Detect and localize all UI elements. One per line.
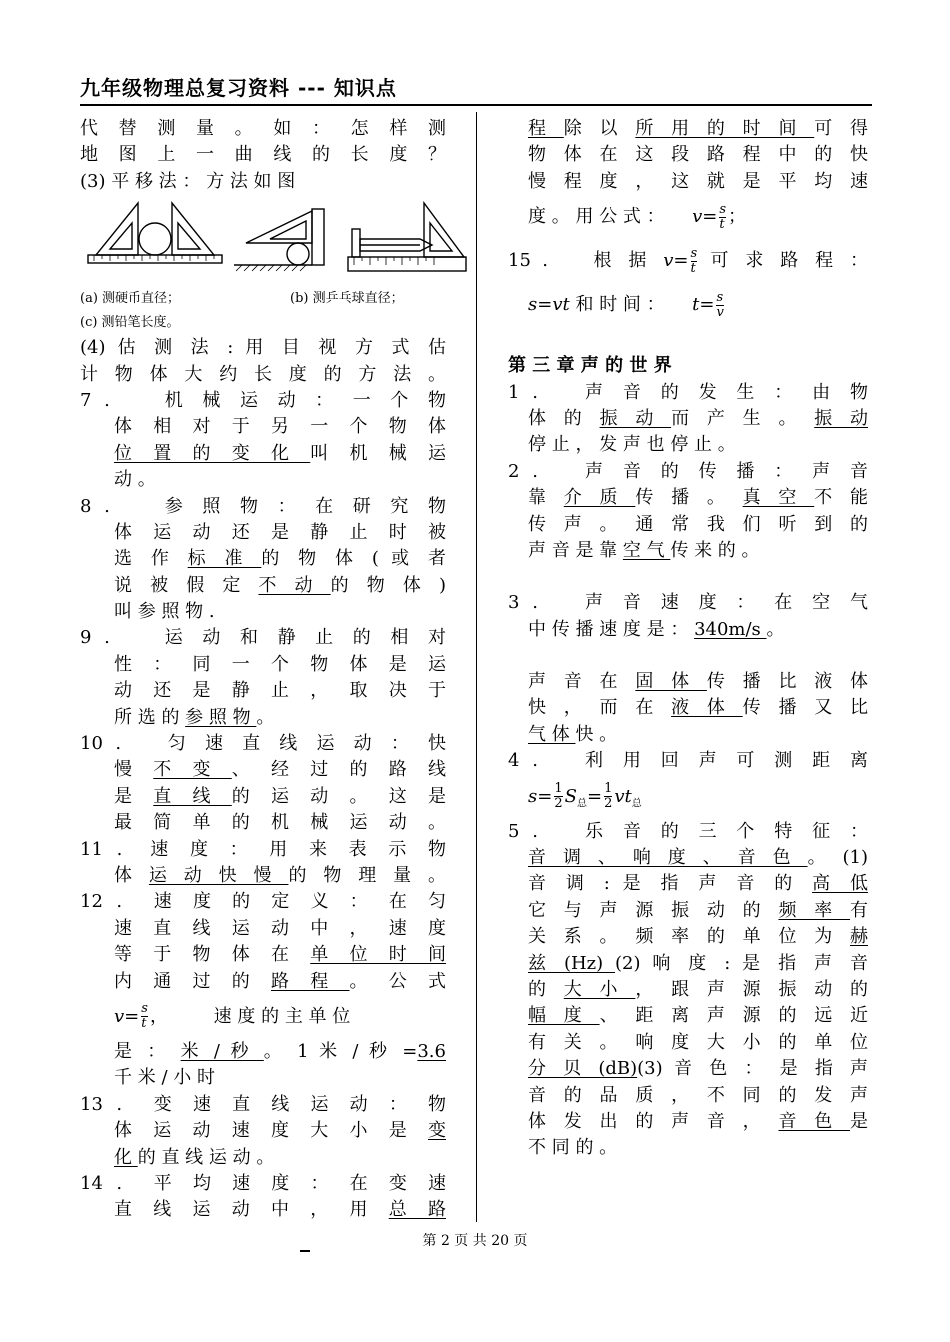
text-line: 选 作 标 准 的 物 体 ( 或 者 (114, 548, 446, 570)
text-line: 有 关 。 响 度 大 小 的 单 位 (528, 1031, 868, 1053)
text-line: 传 声 。 通 常 我 们 听 到 的 (528, 513, 868, 535)
text-line: 体 的 振 动 而 产 生 。 振 动 (528, 407, 869, 429)
measurement-figure (80, 199, 446, 285)
page-footer: 第 2 页 共 20 页 (422, 1233, 528, 1249)
text-line: 音 调 : 是 指 声 音 的 高 低 (528, 873, 868, 895)
sound-item-3-title: 3 . 声 音 速 度 ： 在 空 气 (508, 592, 868, 614)
fraction: $\frac{s}{v}$ (716, 289, 724, 320)
item-12-title: 12 . 速 度 的 定 义 ： 在 匀 (80, 891, 446, 913)
text-line: 叫 参 照 物 . (114, 601, 215, 623)
text-line: 地 图 上 一 曲 线 的 长 度 ？ (80, 144, 446, 166)
formula-line: 度 。 用 公 式 ： v= $\frac{s}{t}$ ； (528, 201, 747, 232)
text-line: 计 物 体 大 约 长 度 的 方 法 。 (80, 363, 446, 385)
text-line: 气 体 快 。 (528, 723, 618, 745)
text-line: 兹 (Hz) (2) 响 度 : 是 指 声 音 (528, 952, 868, 974)
chapter-heading: 第 三 章 声 的 世 界 (508, 355, 672, 377)
text-line: 快 ， 而 在 液 体 传 播 又 比 (528, 697, 868, 719)
text-line: 声 音 是 靠 空 气 传 来 的 。 (528, 539, 760, 561)
text-line: 慢 不 变 、 经 过 的 路 线 (114, 759, 446, 781)
fraction: $\frac{s}{t}$ (719, 201, 727, 232)
footer-dash (300, 1250, 310, 1252)
sound-item-5-title: 5 . 乐 音 的 三 个 特 征 ： (508, 820, 868, 842)
figure-caption-row (80, 287, 446, 311)
text-line: 关 系 。 频 率 的 单 位 为 赫 (528, 926, 868, 948)
item-13-title: 13 . 变 速 直 线 运 动 ： 物 (80, 1093, 446, 1115)
text-line: 音 的 品 质 ， 不 同 的 发 声 (528, 1084, 868, 1106)
formula-line: v= $\frac{s}{t}$ ， 速 度 的 主 单 位 (114, 1001, 351, 1032)
text-line: 性 ： 同 一 个 物 体 是 运 (114, 653, 446, 675)
item-14-title: 14 . 平 均 速 度 ： 在 变 速 (80, 1172, 446, 1194)
formula-line: s= $\frac{1}{2}$ $S_总=$ $\frac{1}{2}$ $vt_总$ (528, 781, 642, 812)
item-15-title: 15 . 根 据 v= $\frac{s}{t}$ 可 求 路 程 ： (508, 245, 868, 276)
text-line: 动 还 是 静 止 ， 取 决 于 (114, 680, 446, 702)
item-7-title: 7 . 机 械 运 动 ： 一 个 物 (80, 389, 446, 411)
text-line: 速 直 线 运 动 中 ， 速 度 (114, 917, 446, 939)
figure-caption-b: (b) 测乒乓球直径； (290, 291, 404, 307)
text-line: 慢 程 度 ， 这 就 是 平 均 速 (528, 170, 868, 192)
text-line: 所 选 的 参 照 物 。 (114, 706, 275, 728)
right-column (508, 116, 868, 1162)
text-line: 程 除 以 所 用 的 时 间 可 得 (528, 118, 868, 139)
text-line: 是 ： 米 / 秒 。 1 米 / 秒 =3.6 (114, 1040, 446, 1062)
text-line: 靠 介 质 传 播 。 真 空 不 能 (528, 487, 868, 509)
text-line: 体 发 出 的 声 音 ， 音 色 是 (528, 1110, 868, 1132)
formula-line: s=vt 和 时 间 ： t= $\frac{s}{v}$ (528, 289, 724, 320)
text-line: 位 置 的 变 化 叫 机 械 运 (114, 442, 446, 464)
text-line: 音 调 、 响 度 、 音 色 。 (1) (528, 847, 869, 869)
item-11-title: 11 . 速 度 ： 用 来 表 示 物 (80, 838, 446, 860)
text-line: 体 相 对 于 另 一 个 物 体 (114, 416, 446, 438)
sound-item-1-title: 1 . 声 音 的 发 生 ： 由 物 (508, 381, 868, 403)
text-line: 中 传 播 速 度 是 ： 340m/s 。 (528, 618, 785, 640)
item-9-title: 9 . 运 动 和 静 止 的 相 对 (80, 627, 446, 649)
sound-item-2-title: 2 . 声 音 的 传 播 ： 声 音 (508, 460, 868, 482)
text-line: 等 于 物 体 在 单 位 时 间 (114, 944, 446, 966)
text-line: 分 贝 (dB)(3) 音 色 ： 是 指 声 (528, 1058, 868, 1080)
text-line: 内 通 过 的 路 程 。 公 式 (114, 970, 446, 992)
text-line: 不 同 的 。 (528, 1137, 618, 1159)
fraction: $\frac{1}{2}$ (604, 781, 613, 812)
text-line: 体 运 动 速 度 大 小 是 变 (114, 1120, 446, 1142)
fraction: $\frac{s}{t}$ (141, 1001, 148, 1032)
item-10-title: 10 . 匀 速 直 线 运 动 ： 快 (80, 733, 446, 755)
left-column (80, 116, 446, 1224)
translation-method-diagram (80, 199, 470, 285)
text-line: 千 米 / 小 时 (114, 1067, 215, 1089)
text-line: 化 的 直 线 运 动 。 (114, 1146, 275, 1168)
text-line: 幅 度 、 距 离 声 源 的 远 近 (528, 1005, 868, 1027)
text-line: 动 。 (114, 469, 156, 491)
text-line: 它 与 声 源 振 动 的 频 率 有 (528, 899, 868, 921)
text-line: (3) 平 移 法 ： 方 法 如 图 (80, 170, 296, 192)
text-line: 直 线 运 动 中 ， 用 总 路 (114, 1199, 446, 1221)
text-line: (4) 估 测 法 : 用 目 视 方 式 估 (80, 337, 446, 359)
fraction: $\frac{s}{t}$ (690, 245, 698, 276)
text-line: 体 运 动 还 是 静 止 时 被 (114, 521, 446, 543)
sound-item-4-title: 4 . 利 用 回 声 可 测 距 离 (508, 750, 868, 772)
fraction: $\frac{1}{2}$ (554, 781, 563, 812)
text-line: 最 简 单 的 机 械 运 动 。 (114, 812, 446, 834)
text-line: 是 直 线 的 运 动 。 这 是 (114, 785, 446, 807)
page-header: 九年级物理总复习资料 --- 知识点 (80, 74, 872, 106)
figure-caption-a: (a) 测硬币直径； (80, 291, 181, 307)
text-line: 的 大 小 ， 跟 声 源 振 动 的 (528, 978, 868, 1000)
text-line: 说 被 假 定 不 动 的 物 体 ) (114, 574, 446, 596)
text-line: 声 音 在 固 体 传 播 比 液 体 (528, 671, 868, 693)
column-divider (476, 112, 477, 1222)
figure-caption-c: (c) 测铅笔长度。 (80, 315, 180, 331)
text-line: 停 止 ， 发 声 也 停 止 。 (528, 434, 736, 456)
text-line: 物 体 在 这 段 路 程 中 的 快 (528, 144, 868, 166)
item-8-title: 8 . 参 照 物 ： 在 研 究 物 (80, 495, 446, 517)
text-line: 代 替 测 量 。 如 ： 怎 样 测 (80, 118, 446, 139)
text-line: 体 运 动 快 慢 的 物 理 量 。 (114, 864, 446, 886)
